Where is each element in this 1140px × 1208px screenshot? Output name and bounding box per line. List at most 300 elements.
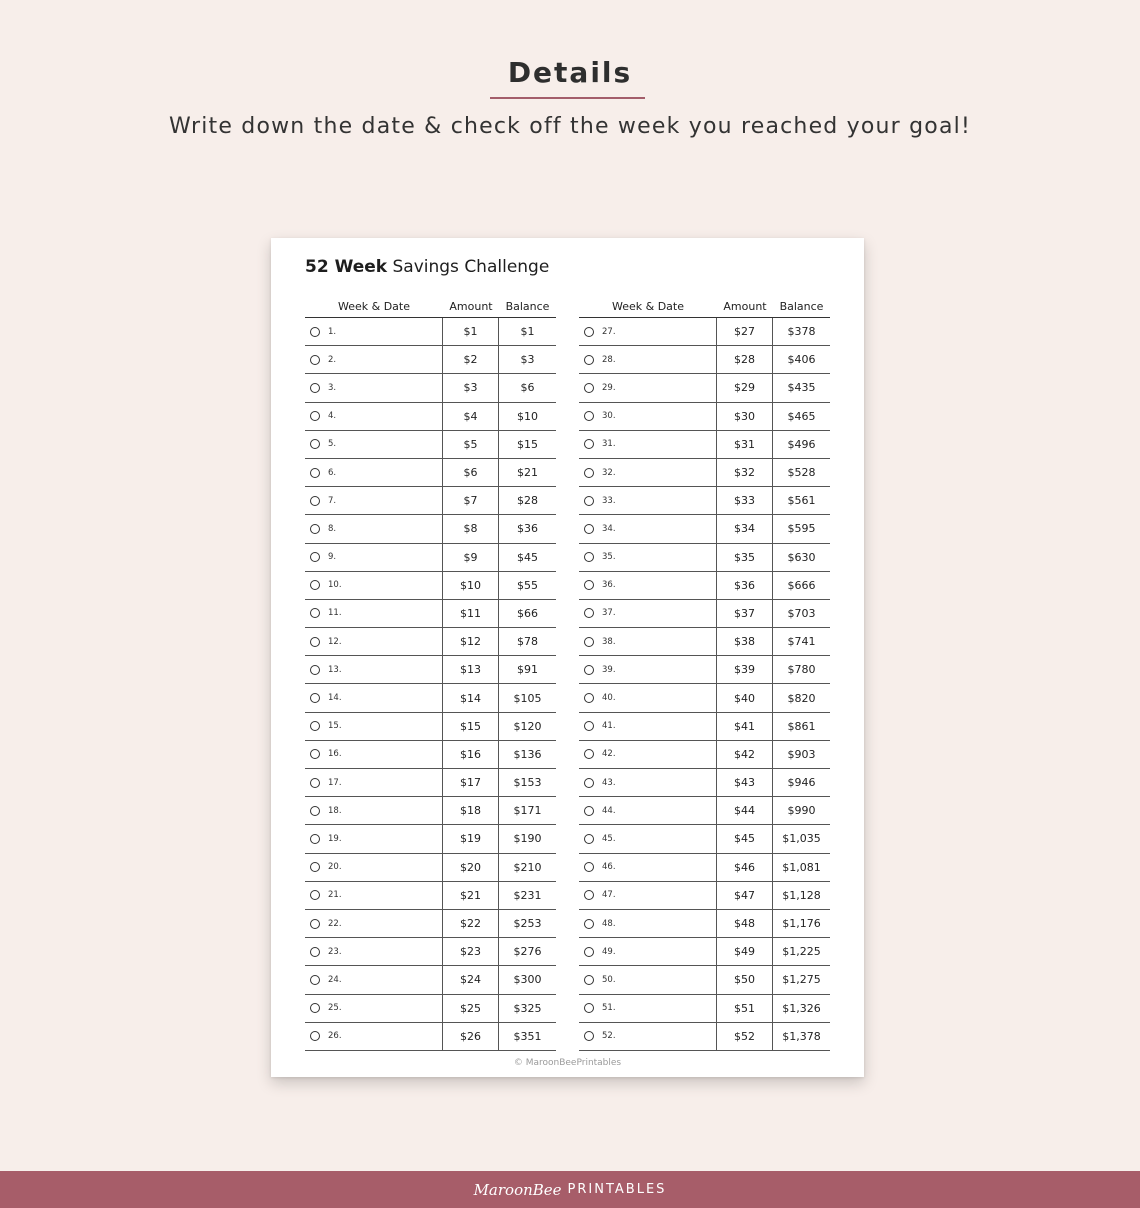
balance-cell: $171 [513,804,542,818]
week-checkbox-icon[interactable] [584,608,594,618]
week-number: 24. [328,974,342,985]
amount-cell: $44 [717,797,773,824]
balance-cell: $741 [787,635,816,649]
week-number: 30. [602,411,616,422]
balance-cell: $300 [513,973,542,987]
balance-cell: $28 [517,494,538,508]
amount-cell: $18 [443,797,499,824]
week-date-cell[interactable] [305,459,443,486]
table-row [579,487,830,515]
week-date-cell[interactable] [579,741,717,768]
balance-cell: $253 [513,917,542,931]
balance-cell: $1,378 [782,1029,821,1043]
table-row [305,713,556,741]
week-date-cell[interactable] [305,995,443,1022]
week-number: 36. [602,580,616,591]
balance-cell: $903 [787,747,816,761]
week-number: 1. [328,326,337,337]
balance-cell: $351 [513,1029,542,1043]
week-number: 3. [328,382,337,393]
week-date-cell[interactable] [305,487,443,514]
week-date-cell[interactable] [579,656,717,683]
week-number: 11. [328,608,342,619]
amount-cell: $19 [443,825,499,852]
brand-logo-caps: PRINTABLES [567,1182,667,1197]
balance-cell: $666 [787,578,816,592]
table-row [579,825,830,853]
week-checkbox-icon[interactable] [584,552,594,562]
week-checkbox-icon[interactable] [310,1031,320,1041]
table-row [579,544,830,572]
week-checkbox-icon[interactable] [310,496,320,506]
week-checkbox-icon[interactable] [584,1031,594,1041]
week-date-cell[interactable] [579,318,717,345]
week-date-cell[interactable] [579,1023,717,1050]
week-checkbox-icon[interactable] [584,1003,594,1013]
week-checkbox-icon[interactable] [310,778,320,788]
balance-cell: $10 [517,409,538,423]
week-checkbox-icon[interactable] [310,608,320,618]
week-checkbox-icon[interactable] [310,524,320,534]
table-row [305,346,556,374]
amount-cell: $22 [443,910,499,937]
week-date-cell[interactable] [579,431,717,458]
week-checkbox-icon[interactable] [310,693,320,703]
page-title: Details [507,56,633,89]
week-date-cell[interactable] [305,1023,443,1050]
week-number: 50. [602,974,616,985]
amount-cell: $37 [717,600,773,627]
table-row [579,656,830,684]
week-date-cell[interactable] [579,769,717,796]
table-row [579,741,830,769]
week-date-cell[interactable] [579,346,717,373]
week-date-cell[interactable] [579,713,717,740]
table-row [579,910,830,938]
balance-cell: $496 [787,437,816,451]
amount-cell: $12 [443,628,499,655]
savings-table-left [305,300,556,1051]
week-date-cell[interactable] [579,572,717,599]
week-checkbox-icon[interactable] [584,468,594,478]
week-checkbox-icon[interactable] [310,383,320,393]
sheet-title-rest: Savings Challenge [387,257,550,277]
balance-cell: $780 [787,663,816,677]
week-checkbox-icon[interactable] [584,637,594,647]
week-checkbox-icon[interactable] [310,975,320,985]
title-underline [490,97,645,99]
week-date-cell[interactable] [305,346,443,373]
table-body [305,318,556,1051]
table-row [305,854,556,882]
week-date-cell[interactable] [305,966,443,993]
amount-cell: $30 [717,403,773,430]
balance-cell: $990 [787,804,816,818]
week-date-cell[interactable] [305,882,443,909]
balance-cell: $136 [513,747,542,761]
week-date-cell[interactable] [579,600,717,627]
week-number: 43. [602,777,616,788]
week-number: 46. [602,862,616,873]
table-row [579,797,830,825]
amount-cell: $6 [443,459,499,486]
balance-cell: $153 [513,776,542,790]
table-row [579,346,830,374]
week-date-cell[interactable] [305,713,443,740]
week-number: 45. [602,833,616,844]
week-checkbox-icon[interactable] [584,580,594,590]
week-number: 2. [328,354,337,365]
balance-cell: $1,225 [782,945,821,959]
table-header [305,300,556,318]
week-number: 13. [328,664,342,675]
week-date-cell[interactable] [579,797,717,824]
week-checkbox-icon[interactable] [584,665,594,675]
week-number: 22. [328,918,342,929]
week-checkbox-icon[interactable] [584,693,594,703]
table-row [305,431,556,459]
week-checkbox-icon[interactable] [310,749,320,759]
amount-cell: $36 [717,572,773,599]
amount-cell: $42 [717,741,773,768]
brand-bar [0,1171,1140,1208]
table-row [305,459,556,487]
week-checkbox-icon[interactable] [310,355,320,365]
week-checkbox-icon[interactable] [310,327,320,337]
week-checkbox-icon[interactable] [584,778,594,788]
balance-cell: $465 [787,409,816,423]
table-row [305,544,556,572]
week-date-cell[interactable] [579,910,717,937]
table-row [579,318,830,346]
amount-cell: $3 [443,374,499,401]
week-number: 37. [602,608,616,619]
week-checkbox-icon[interactable] [584,439,594,449]
week-checkbox-icon[interactable] [584,749,594,759]
week-number: 16. [328,749,342,760]
balance-cell: $1,035 [782,832,821,846]
week-number: 10. [328,580,342,591]
amount-cell: $34 [717,515,773,542]
balance-cell: $946 [787,776,816,790]
week-number: 25. [328,1003,342,1014]
week-checkbox-icon[interactable] [584,496,594,506]
balance-cell: $190 [513,832,542,846]
week-number: 42. [602,749,616,760]
week-checkbox-icon[interactable] [584,327,594,337]
amount-cell: $43 [717,769,773,796]
week-date-cell[interactable] [305,854,443,881]
amount-cell: $28 [717,346,773,373]
week-date-cell[interactable] [305,797,443,824]
week-date-cell[interactable] [579,544,717,571]
balance-cell: $276 [513,945,542,959]
amount-cell: $51 [717,995,773,1022]
amount-cell: $46 [717,854,773,881]
amount-cell: $7 [443,487,499,514]
amount-cell: $8 [443,515,499,542]
week-number: 20. [328,862,342,873]
week-date-cell[interactable] [305,684,443,711]
balance-cell: $66 [517,606,538,620]
week-number: 15. [328,721,342,732]
balance-cell: $703 [787,606,816,620]
week-checkbox-icon[interactable] [584,383,594,393]
week-checkbox-icon[interactable] [310,721,320,731]
balance-cell: $630 [787,550,816,564]
balance-cell: $820 [787,691,816,705]
week-number: 51. [602,1003,616,1014]
table-row [579,995,830,1023]
week-number: 40. [602,693,616,704]
page-subtitle: Write down the date & check off the week you reached your goal! [169,114,971,139]
week-number: 21. [328,890,342,901]
week-date-cell[interactable] [305,825,443,852]
week-checkbox-icon[interactable] [584,806,594,816]
week-checkbox-icon[interactable] [310,1003,320,1013]
table-row [305,572,556,600]
week-date-cell[interactable] [305,656,443,683]
week-date-cell[interactable] [305,600,443,627]
balance-cell: $6 [520,381,535,395]
week-date-cell[interactable] [305,403,443,430]
balance-cell: $21 [517,466,538,480]
week-number: 9. [328,552,337,563]
week-date-cell[interactable] [305,938,443,965]
week-number: 41. [602,721,616,732]
amount-header: Amount [723,300,767,313]
week-checkbox-icon[interactable] [584,355,594,365]
amount-cell: $39 [717,656,773,683]
amount-cell: $40 [717,684,773,711]
amount-cell: $23 [443,938,499,965]
week-date-cell[interactable] [579,487,717,514]
table-header [579,300,830,318]
table-row [579,403,830,431]
week-checkbox-icon[interactable] [584,411,594,421]
week-date-cell[interactable] [305,318,443,345]
table-row [305,938,556,966]
amount-cell: $52 [717,1023,773,1050]
amount-cell: $26 [443,1023,499,1050]
week-checkbox-icon[interactable] [310,552,320,562]
week-checkbox-icon[interactable] [584,919,594,929]
balance-cell: $406 [787,353,816,367]
amount-cell: $4 [443,403,499,430]
table-row [579,431,830,459]
amount-header: Amount [449,300,493,313]
table-row [305,628,556,656]
amount-cell: $25 [443,995,499,1022]
balance-cell: $1,081 [782,860,821,874]
week-checkbox-icon[interactable] [310,439,320,449]
week-date-cell[interactable] [579,374,717,401]
week-checkbox-icon[interactable] [584,721,594,731]
table-row [305,656,556,684]
table-row [579,769,830,797]
amount-cell: $11 [443,600,499,627]
week-checkbox-icon[interactable] [584,834,594,844]
table-row [305,684,556,712]
table-row [579,713,830,741]
balance-cell: $91 [517,663,538,677]
balance-header: Balance [505,300,550,313]
week-date-header: Week & Date [338,300,410,313]
week-date-cell[interactable] [305,741,443,768]
amount-cell: $49 [717,938,773,965]
table-row [579,938,830,966]
week-checkbox-icon[interactable] [310,411,320,421]
table-row [579,515,830,543]
amount-cell: $2 [443,346,499,373]
week-number: 14. [328,693,342,704]
week-number: 4. [328,411,337,422]
week-checkbox-icon[interactable] [310,665,320,675]
table-row [579,684,830,712]
week-checkbox-icon[interactable] [584,975,594,985]
week-number: 34. [602,523,616,534]
week-number: 5. [328,439,337,450]
balance-cell: $1,176 [782,917,821,931]
week-checkbox-icon[interactable] [310,580,320,590]
table-row [579,459,830,487]
brand-logo-script: MaroonBee [473,1180,562,1199]
balance-cell: $45 [517,550,538,564]
balance-cell: $378 [787,325,816,339]
table-row [305,403,556,431]
balance-cell: $120 [513,719,542,733]
week-number: 18. [328,805,342,816]
amount-cell: $48 [717,910,773,937]
balance-cell: $595 [787,522,816,536]
week-date-cell[interactable] [579,938,717,965]
balance-header: Balance [779,300,824,313]
week-number: 47. [602,890,616,901]
amount-cell: $17 [443,769,499,796]
table-row [579,628,830,656]
week-date-cell[interactable] [579,825,717,852]
week-date-cell[interactable] [579,854,717,881]
week-checkbox-icon[interactable] [310,806,320,816]
week-date-header: Week & Date [612,300,684,313]
amount-cell: $33 [717,487,773,514]
week-date-cell[interactable] [305,374,443,401]
table-row [305,487,556,515]
week-number: 26. [328,1031,342,1042]
week-date-cell[interactable] [579,882,717,909]
week-date-cell[interactable] [305,572,443,599]
amount-cell: $41 [717,713,773,740]
balance-cell: $210 [513,860,542,874]
week-number: 23. [328,946,342,957]
table-row [579,854,830,882]
table-row [305,318,556,346]
week-date-cell[interactable] [305,515,443,542]
week-number: 31. [602,439,616,450]
amount-cell: $10 [443,572,499,599]
week-number: 17. [328,777,342,788]
week-date-cell[interactable] [579,966,717,993]
week-checkbox-icon[interactable] [310,834,320,844]
balance-cell: $861 [787,719,816,733]
week-number: 44. [602,805,616,816]
week-number: 35. [602,552,616,563]
table-row [579,882,830,910]
week-checkbox-icon[interactable] [310,468,320,478]
week-number: 8. [328,523,337,534]
amount-cell: $24 [443,966,499,993]
week-date-cell[interactable] [579,459,717,486]
amount-cell: $14 [443,684,499,711]
week-checkbox-icon[interactable] [310,890,320,900]
amount-cell: $32 [717,459,773,486]
amount-cell: $29 [717,374,773,401]
amount-cell: $38 [717,628,773,655]
amount-cell: $20 [443,854,499,881]
table-row [305,1023,556,1051]
week-number: 32. [602,467,616,478]
week-number: 33. [602,495,616,506]
balance-cell: $1,326 [782,1001,821,1015]
week-checkbox-icon[interactable] [584,890,594,900]
table-row [305,600,556,628]
amount-cell: $9 [443,544,499,571]
week-number: 6. [328,467,337,478]
balance-cell: $435 [787,381,816,395]
savings-table-right [579,300,830,1051]
week-date-cell[interactable] [579,515,717,542]
week-date-cell[interactable] [579,995,717,1022]
table-row [305,374,556,402]
week-date-cell[interactable] [579,628,717,655]
week-checkbox-icon[interactable] [584,862,594,872]
table-row [305,882,556,910]
balance-cell: $325 [513,1001,542,1015]
table-row [579,600,830,628]
balance-cell: $105 [513,691,542,705]
week-date-cell[interactable] [579,403,717,430]
sheet-title [305,257,549,277]
week-date-cell[interactable] [305,431,443,458]
table-row [579,572,830,600]
amount-cell: $47 [717,882,773,909]
week-checkbox-icon[interactable] [584,947,594,957]
week-date-cell[interactable] [579,684,717,711]
week-checkbox-icon[interactable] [310,919,320,929]
amount-cell: $45 [717,825,773,852]
week-date-cell[interactable] [305,544,443,571]
week-checkbox-icon[interactable] [310,862,320,872]
week-number: 49. [602,946,616,957]
balance-cell: $1,128 [782,888,821,902]
week-number: 52. [602,1031,616,1042]
week-date-cell[interactable] [305,628,443,655]
week-checkbox-icon[interactable] [310,947,320,957]
table-row [305,515,556,543]
week-date-cell[interactable] [305,769,443,796]
table-row [305,741,556,769]
week-date-cell[interactable] [305,910,443,937]
table-row [579,1023,830,1051]
balance-cell: $1,275 [782,973,821,987]
table-row [579,374,830,402]
table-row [305,995,556,1023]
week-number: 27. [602,326,616,337]
week-checkbox-icon[interactable] [584,524,594,534]
week-number: 7. [328,495,337,506]
week-number: 48. [602,918,616,929]
week-checkbox-icon[interactable] [310,637,320,647]
